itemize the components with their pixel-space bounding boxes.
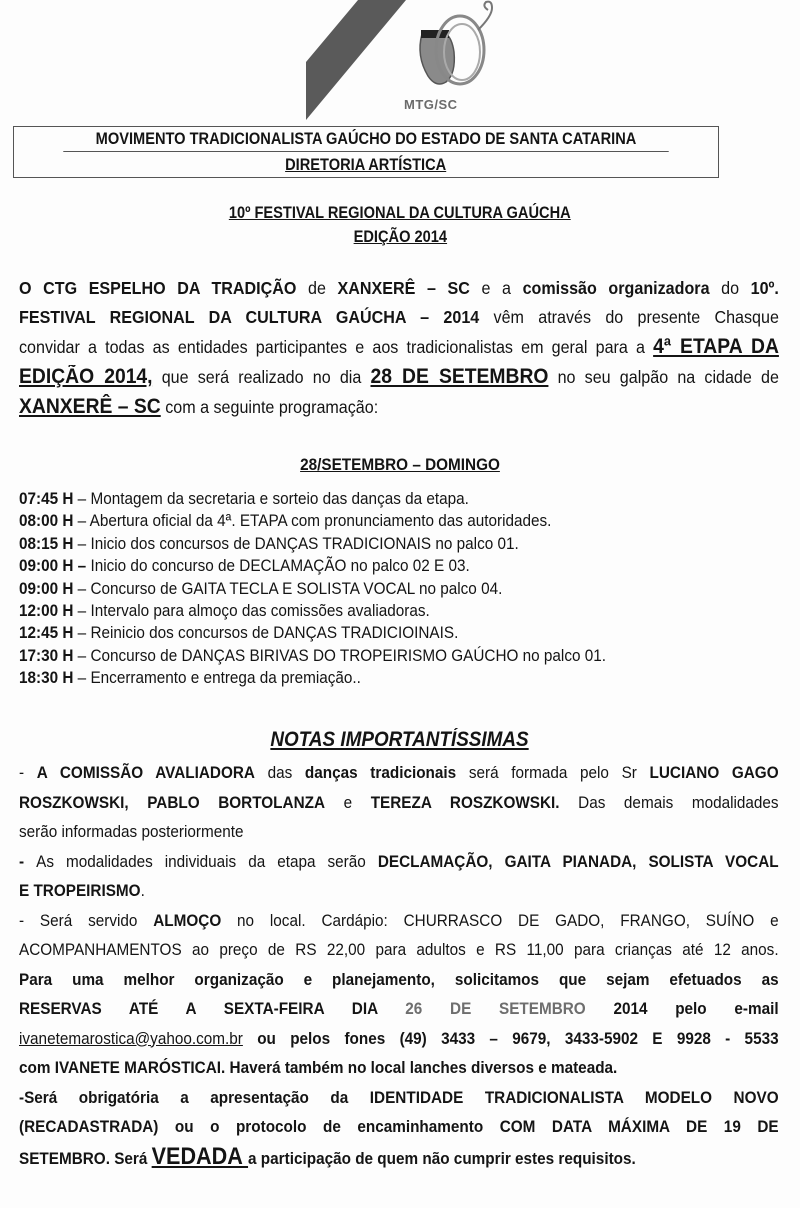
contact-phones: ou pelos fones (49) 3433 – 9679, 3433-5902 E 9928 - 5533 — [242, 1028, 779, 1048]
schedule-time: 18:30 H — [19, 668, 74, 688]
schedule-text: Reinicio dos concursos de DANÇAS TRADICIOINAIS. — [90, 623, 459, 643]
intro-line: FESTIVAL REGIONAL DA CULTURA GAÚCHA – 2014 vêm através do presente Chasque — [19, 307, 779, 327]
schedule-item: 12:45 H – Reinicio dos concursos de DANÇAS TRADICIOINAIS. — [19, 623, 459, 643]
note-line: (RECADASTRADA) ou o protocolo de encaminhamento COM DATA MÁXIMA DE 19 DE — [19, 1117, 779, 1136]
day-title: 28/SETEMBRO – DOMINGO — [300, 455, 500, 474]
schedule-item — [19, 555, 721, 577]
intro-line: convidar a todas as entidades participantes e aos tradicionalistas em geral para a 4ª ETAPA DA — [19, 335, 779, 358]
schedule-item: 09:00 H – Concurso de GAITA TECLA E SOLISTA VOCAL no palco 04. — [19, 578, 503, 598]
festival-title: 10º FESTIVAL REGIONAL DA CULTURA GAÚCHA — [229, 203, 571, 222]
diagonal-stripe — [306, 0, 406, 120]
schedule-item: 12:00 H – Intervalo para almoço das comissões avaliadoras. — [19, 601, 430, 621]
schedule-time: 07:45 H — [19, 489, 74, 508]
organization-name: MOVIMENTO TRADICIONALISTA GAÚCHO DO ESTADO DE SANTA CATARINA — [63, 127, 668, 152]
schedule-time: 09:00 H — [19, 578, 74, 598]
date-highlight: 28 DE SETEMBRO — [370, 365, 549, 388]
logo-text: MTG/SC — [404, 97, 458, 112]
intro-paragraph — [19, 274, 779, 422]
schedule-item: 08:15 H – Inicio dos concursos de DANÇAS TRADICIONAIS no palco 01. — [19, 533, 519, 553]
schedule-time: 08:15 H — [19, 533, 74, 553]
schedule-time: 12:45 H — [19, 623, 74, 643]
schedule-time: 08:00 H — [19, 511, 74, 531]
schedule-item: 18:30 H – Encerramento e entrega da premiação.. — [19, 668, 361, 688]
cuia-rim — [421, 30, 449, 38]
schedule-time: 12:00 H — [19, 601, 74, 621]
schedule-item: 17:30 H – Concurso de DANÇAS BIRIVAS DO TROPEIRISMO GAÚCHO no palco 01. — [19, 645, 607, 665]
vedada-highlight: VEDADA — [151, 1142, 249, 1170]
header-box — [13, 126, 719, 178]
schedule-time: 17:30 H — [19, 645, 74, 665]
festival-edition: EDIÇÃO 2014 — [353, 227, 447, 246]
schedule-text: Intervalo para almoço das comissões avaliadoras. — [90, 601, 430, 621]
schedule-text: Concurso de DANÇAS BIRIVAS DO TROPEIRISMO GAÚCHO no palco 01. — [90, 645, 607, 665]
note-line: ROSZKOWSKI, PABLO BORTOLANZA e TEREZA ROSZKOWSKI. Das demais modalidades — [19, 792, 779, 812]
stage-highlight: 4ª ETAPA DA — [653, 335, 779, 358]
note-line: SETEMBRO. Será VEDADA a participação de quem não cumprir estes requisitos. — [19, 1142, 636, 1170]
schedule-text: Inicio dos concursos de DANÇAS TRADICIONAIS no palco 01. — [90, 533, 519, 553]
schedule-text: Montagem da secretaria e sorteio das danças da etapa. — [90, 489, 469, 508]
schedule-item: 07:45 H – Montagem da secretaria e sorteio das danças da etapa. — [19, 489, 469, 508]
intro-line: XANXERÊ – SC com a seguinte programação: — [19, 395, 379, 418]
note-line: Para uma melhor organização e planejamento, solicitamos que sejam efetuados as — [19, 969, 779, 989]
note-line: - A COMISSÃO AVALIADORA das danças tradicionais será formada pelo Sr LUCIANO GAGO — [19, 763, 779, 782]
notes-section — [19, 758, 779, 1173]
note-line — [19, 1024, 779, 1054]
note-line: - As modalidades individuais da etapa serão DECLAMAÇÃO, GAITA PIANADA, SOLISTA VOCAL — [19, 851, 779, 871]
note-line: E TROPEIRISMO. — [19, 881, 145, 900]
note-line: com IVANETE MARÓSTICAI. Haverá também no local lanches diversos e mateada. — [19, 1058, 618, 1077]
whip-curl-icon — [478, 2, 492, 30]
reservation-date: 26 DE SETEMBRO — [405, 999, 586, 1018]
schedule-text: Encerramento e entrega da premiação.. — [90, 668, 361, 688]
city-highlight: XANXERÊ – SC — [19, 395, 161, 418]
contact-email-link[interactable]: ivanetemarostica@yahoo.com.br — [19, 1028, 243, 1048]
mtg-sc-logo — [290, 0, 530, 120]
note-line: serão informadas posteriormente — [19, 822, 244, 841]
schedule-text: Inicio do concurso de DECLAMAÇÃO no palco 02 E 03. — [90, 556, 470, 576]
schedule-item: 08:00 H – Abertura oficial da 4ª. ETAPA com pronunciamento das autoridades. — [19, 511, 552, 531]
intro-line: EDIÇÃO 2014, que será realizado no dia 28 DE SETEMBRO no seu galpão na cidade de — [19, 365, 779, 388]
notes-title: NOTAS IMPORTANTÍSSIMAS — [270, 728, 530, 751]
schedule-text: Abertura oficial da 4ª. ETAPA com pronunciamento das autoridades. — [89, 511, 552, 531]
schedule-list — [19, 488, 799, 690]
department-name: DIRETORIA ARTÍSTICA — [285, 155, 447, 174]
intro-line: O CTG ESPELHO DA TRADIÇÃO de XANXERÊ – SC e a comissão organizadora do 10º. — [19, 278, 779, 298]
schedule-time: 09:00 H – — [19, 556, 87, 576]
note-line: - Será servido ALMOÇO no local. Cardápio: CHURRASCO DE GADO, FRANGO, SUÍNO e — [19, 910, 779, 930]
department-row — [14, 152, 718, 177]
schedule-text: Concurso de GAITA TECLA E SOLISTA VOCAL no palco 04. — [90, 578, 503, 598]
note-line: ACOMPANHAMENTOS ao preço de RS 22,00 para adultos e RS 11,00 para crianças até 12 anos. — [19, 940, 779, 959]
note-line: -Será obrigatória a apresentação da IDENTIDADE TRADICIONALISTA MODELO NOVO — [19, 1087, 779, 1107]
note-line: RESERVAS ATÉ A SEXTA-FEIRA DIA 26 DE SETEMBRO 2014 pelo e-mail — [19, 999, 779, 1018]
